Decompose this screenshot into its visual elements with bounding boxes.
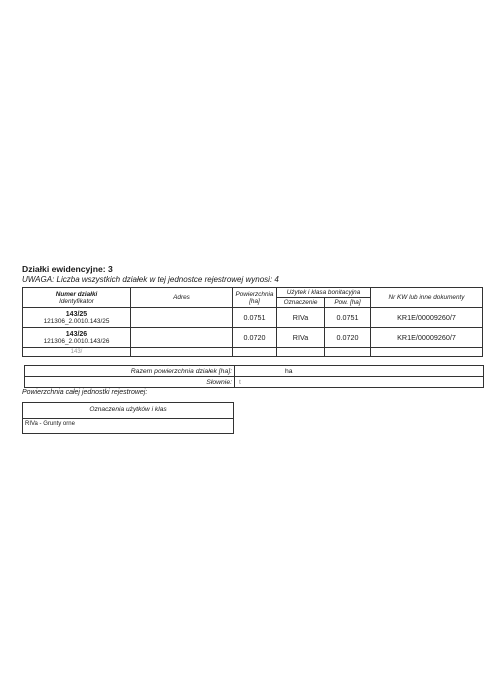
legend-header: Oznaczenia użytków i klas [23,403,233,419]
legend-item: RIVa - Grunty orne [25,421,75,427]
parcel-cell [23,308,131,328]
document-page [22,264,482,434]
summary-words-label: Słownie: [25,377,235,387]
summary-area-label: Razem powierzchnia działek [ha]: [25,366,235,376]
kw-cell: KR1E/00009260/7 [371,308,483,328]
header-adres: Adres [131,288,233,308]
table-header-row [23,288,483,298]
address-cell [131,328,233,348]
summary-words-value: t [239,378,242,386]
header-numer-label: Numer działki [55,290,98,298]
header-pow-ha: Pow. [ha] [325,298,371,308]
partial-row-mark: 143/ [23,348,131,357]
parcel-identifier: 121306_2.0010.143/26 [43,337,110,345]
parcel-number: 143/25 [65,310,88,318]
warning-note: UWAGA: Liczba wszystkich działek w tej jednostce rejestrowej wynosi: 4 [22,275,279,284]
area-cell: 0.0751 [233,308,277,328]
parcel-identifier: 121306_2.0010.143/25 [43,317,110,325]
parcel-number: 143/26 [65,330,88,338]
header-numer [23,288,131,308]
table-row [23,328,483,348]
class-cell: RIVa [277,308,325,328]
summary-area-row [25,366,483,377]
section-title: Działki ewidencyjne: 3 [22,264,113,274]
header-oznaczenie: Oznaczenie [277,298,325,308]
address-cell [131,308,233,328]
table-row-partial [23,348,483,357]
parcels-table [22,287,483,357]
header-identyfikator-label: Identyfikator [59,297,94,305]
summary-area-value [235,366,281,376]
table-row [23,308,483,328]
class-area-cell: 0.0720 [325,328,371,348]
header-kw: Nr KW lub inne dokumenty [371,288,483,308]
header-powierzchnia: Powierzchnia [ha] [233,288,277,308]
summary-words-row [25,377,483,388]
kw-cell: KR1E/00009260/7 [371,328,483,348]
unit-total-label: Powierzchnia całej jednostki rejestrowej: [22,389,148,396]
summary-box [24,365,484,388]
class-area-cell: 0.0751 [325,308,371,328]
area-cell: 0.0720 [233,328,277,348]
header-uzytek: Użytek i klasa bonitacyjna [277,288,371,298]
parcel-cell [23,328,131,348]
summary-area-unit: ha [285,367,293,375]
class-cell: RIVa [277,328,325,348]
legend-box [22,402,234,434]
